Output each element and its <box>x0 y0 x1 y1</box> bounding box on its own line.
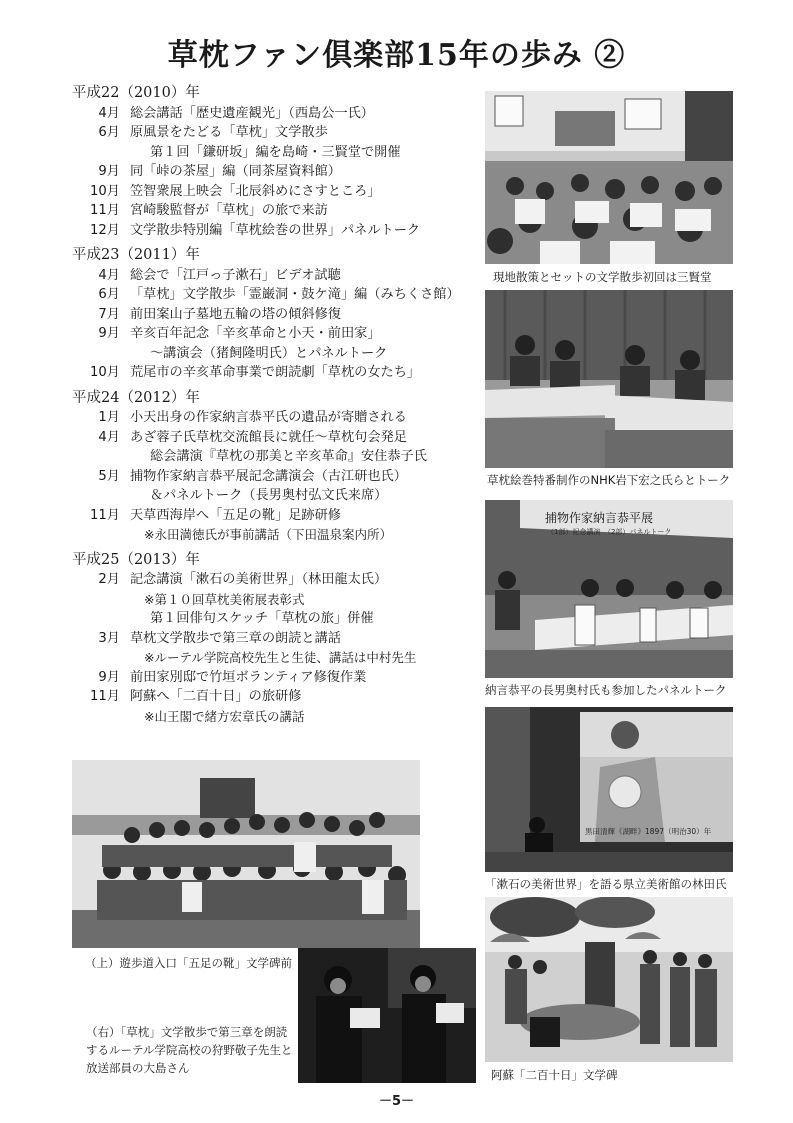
photo-nhk-talk <box>485 290 733 468</box>
timeline-event <box>72 467 477 487</box>
timeline-event <box>72 104 477 124</box>
caption-art: 「漱石の美術世界」を語る県立美術館の林田氏 <box>485 877 727 891</box>
painting-caption: 黒田清輝《湖畔》1897（明治30）年 <box>585 827 712 836</box>
photo-art-lecture <box>485 707 733 872</box>
event-text: 「草枕」文学散歩「霊巌洞・鼓ケ滝」編（みちくさ館） <box>130 287 460 302</box>
event-month: 6月 <box>98 287 120 302</box>
banner-text: 捕物作家納言恭平展 <box>545 511 654 525</box>
event-month: 12月 <box>90 222 120 238</box>
event-continuation: ＆パネルトーク（長男奥村弘文氏来席） <box>150 488 388 503</box>
timeline <box>72 84 477 726</box>
event-text: 天草西海岸へ「五足の靴」足跡研修 <box>130 507 341 523</box>
event-continuation: 総会講演『草枕の那美と辛亥革命』安住恭子氏 <box>150 449 427 464</box>
event-text: 荒尾市の辛亥革命事業で朗読劇「草枕の女たち」 <box>130 365 421 380</box>
event-month: 10月 <box>90 365 120 380</box>
event-text: 記念講演「漱石の美術世界」（林田龍太氏） <box>130 572 388 587</box>
timeline-event <box>72 506 477 526</box>
timeline-event <box>72 221 477 241</box>
timeline-event <box>72 570 477 590</box>
event-text: あざ蓉子氏草枕交流館長に就任～草枕句会発足 <box>130 429 407 445</box>
event-month: 1月 <box>98 410 120 425</box>
event-text: 笠智衆展上映会「北辰斜めにさすところ」 <box>130 183 381 199</box>
timeline-event <box>72 266 477 286</box>
timeline-event <box>72 162 477 182</box>
timeline-event <box>72 285 477 305</box>
event-text: 同「峠の茶屋」編（同茶屋資料館） <box>130 164 341 179</box>
banner-subtext: （1部）記念講演 （2部）パネルトーク <box>547 528 672 536</box>
event-month: 4月 <box>98 267 120 283</box>
year-heading: 平成25（2013）年 <box>72 551 200 568</box>
event-continuation: ～講演会（猪飼隆明氏）とパネルトーク <box>150 345 388 361</box>
event-month: 11月 <box>90 203 120 218</box>
event-month: 2月 <box>98 572 120 587</box>
photo-aso-monument <box>485 897 733 1062</box>
page-number: －5－ <box>378 1094 415 1109</box>
timeline-event <box>72 201 477 221</box>
event-text: 小天出身の作家納言恭平氏の遺品が寄贈される <box>130 410 407 425</box>
event-month: 7月 <box>98 306 120 322</box>
event-note: ※永田満徳氏が事前講話（下田温泉案内所） <box>144 527 392 542</box>
photo-panel-talk <box>485 500 733 678</box>
event-text: 草枕文学散歩で第三章の朗読と講話 <box>130 630 341 646</box>
caption-reading: （右）「草枕」文学散歩で第三章を朗読するルーテル学院高校の狩野敬子先生と放送部員の大島さん <box>86 1025 293 1075</box>
timeline-event <box>72 182 477 202</box>
timeline-event <box>72 123 477 143</box>
event-note: ※山王閣で緒方宏章氏の講話 <box>144 708 305 724</box>
event-text: 前田家別邸で竹垣ボランティア修復作業 <box>130 669 367 685</box>
event-text: 前田案山子墓地五輪の塔の傾斜修復 <box>130 306 341 322</box>
event-text: 宮崎駿監督が「草枕」の旅で来訪 <box>130 203 328 218</box>
timeline-event <box>72 629 477 649</box>
event-month: 4月 <box>98 105 120 121</box>
event-text: 総会で「江戸っ子漱石」ビデオ試聴 <box>130 267 341 283</box>
photo-sankendo-lecture <box>485 91 733 264</box>
photo-reading <box>298 948 476 1083</box>
event-text: 総会講話「歴史遺産観光」（西島公一氏） <box>130 105 374 121</box>
event-month: 5月 <box>98 468 120 484</box>
event-continuation: 第１回俳句スケッチ「草枕の旅」併催 <box>150 611 374 626</box>
timeline-event <box>72 363 477 383</box>
year-heading: 平成22（2010）年 <box>72 85 200 101</box>
event-month: 4月 <box>98 429 120 445</box>
timeline-event <box>72 408 477 428</box>
page-title: 草枕ファン倶楽部15年の歩み ② <box>167 38 626 73</box>
event-continuation: 第１回「鎌研坂」編を島崎・三賢堂で開催 <box>150 144 401 160</box>
caption-aso: 阿蘇「二百十日」文学碑 <box>491 1068 618 1082</box>
event-month: 9月 <box>98 669 120 685</box>
timeline-event <box>72 668 477 688</box>
event-month: 3月 <box>98 630 120 646</box>
event-month: 11月 <box>90 507 120 523</box>
timeline-event <box>72 324 477 344</box>
event-note: ※第１０回草枕美術展表彰式 <box>144 591 305 607</box>
caption-nhk: 草枕絵巻特番制作のNHK岩下宏之氏らとトーク <box>487 473 731 487</box>
caption-panel: 納言恭平の長男奥村氏も参加したパネルトーク <box>485 683 727 697</box>
event-text: 捕物作家納言恭平展記念講演会（古江研也氏） <box>130 468 407 484</box>
caption-sankendo: 現地散策とセットの文学散歩初回は三賢堂 <box>493 270 712 284</box>
event-text: 文学散歩特別編「草枕絵巻の世界」パネルトーク <box>130 222 421 238</box>
timeline-event <box>72 687 477 707</box>
event-month: 9月 <box>98 164 120 179</box>
photo-goshikinokutsu-group <box>72 760 420 948</box>
event-month: 11月 <box>90 689 120 704</box>
event-month: 10月 <box>90 183 120 199</box>
event-text: 原風景をたどる「草枕」文学散歩 <box>130 125 328 140</box>
event-month: 9月 <box>98 326 120 341</box>
event-text: 阿蘇へ「二百十日」の旅研修 <box>130 689 302 704</box>
timeline-event <box>72 305 477 325</box>
event-note: ※ルーテル学院高校先生と生徒、講話は中村先生 <box>144 650 417 665</box>
event-month: 6月 <box>98 125 120 140</box>
year-heading: 平成23（2011）年 <box>72 247 200 263</box>
event-text: 辛亥百年記念「辛亥革命と小天・前田家」 <box>130 326 381 341</box>
timeline-event <box>72 428 477 448</box>
caption-group: （上）遊歩道入口「五足の靴」文学碑前 <box>85 956 292 970</box>
year-heading: 平成24（2012）年 <box>72 389 200 406</box>
